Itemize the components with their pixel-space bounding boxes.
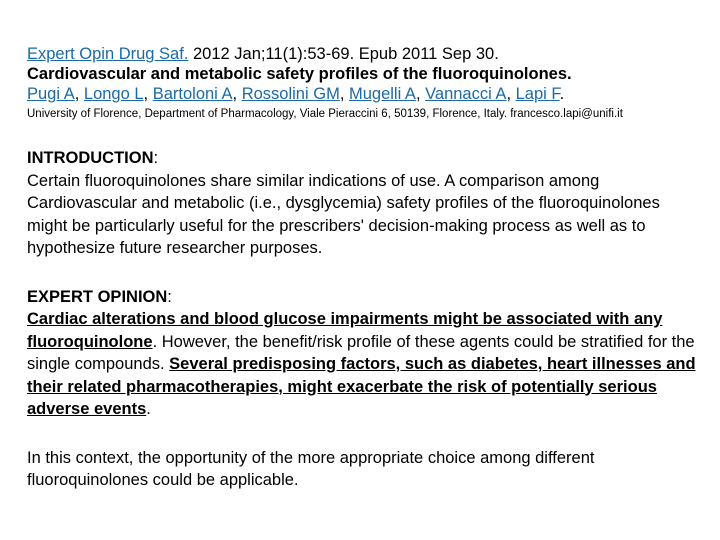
expert-opinion-body: . However, the benefit/risk profile of these agents could be stratified for the single compounds. bbox=[27, 332, 695, 373]
introduction-heading-label: INTRODUCTION bbox=[27, 149, 154, 167]
author-separator: , bbox=[339, 85, 349, 103]
abstract-document bbox=[27, 44, 697, 492]
author-separator: , bbox=[74, 85, 84, 103]
author-separator: , bbox=[143, 85, 153, 103]
author-separator: , bbox=[506, 85, 516, 103]
introduction-text: Certain fluoroquinolones share similar indications of use. A comparison among Cardiovascular and metabolic (i.e., dysglycemia) safety profiles of the fluoroquinolones might be particularly useful for the prescribers' decision-making process as well as to hypothesize future researcher purposes. bbox=[27, 171, 660, 257]
author-link[interactable]: Longo L bbox=[83, 85, 144, 103]
author-link[interactable]: Mugelli A bbox=[348, 85, 416, 103]
article-title: Cardiovascular and metabolic safety profiles of the fluoroquinolones bbox=[27, 65, 568, 83]
introduction-heading-colon: : bbox=[153, 149, 159, 167]
citation-details: 2012 Jan;11(1):53-69. Epub 2011 Sep 30. bbox=[188, 45, 499, 63]
author-link[interactable]: Vannacci A bbox=[425, 85, 507, 103]
title-period: . bbox=[567, 65, 572, 83]
expert-opinion-section bbox=[27, 286, 697, 421]
expert-opinion-heading-colon: : bbox=[167, 287, 172, 306]
affiliation: University of Florence, Department of Pharmacology, Viale Pieraccini 6, 50139, Florence, Italy. francesco.lapi@unifi.it bbox=[27, 108, 623, 120]
author-link[interactable]: Rossolini GM bbox=[241, 85, 340, 103]
journal-link[interactable]: Expert Opin Drug Saf. bbox=[27, 45, 189, 63]
introduction-section bbox=[27, 147, 697, 260]
article-title-line bbox=[27, 64, 697, 84]
expert-opinion-heading-label: EXPERT OPINION bbox=[27, 287, 168, 306]
author-list bbox=[27, 84, 697, 104]
highlighted-risk-factors: Several predisposing factors, such as diabetes, heart illnesses and their related pharmacotherapies, might exacerbate the risk of potentially serious adverse events bbox=[27, 355, 696, 418]
highlighted-finding: Cardiac alterations and blood glucose impairments might be associated with any fluoroquinolone bbox=[27, 310, 663, 351]
author-separator: , bbox=[415, 85, 426, 103]
authors-period: . bbox=[559, 85, 565, 103]
citation-line bbox=[27, 44, 697, 64]
conclusion-text: In this context, the opportunity of the more appropriate choice among different fluoroquinolones could be applicable. bbox=[27, 448, 595, 489]
conclusion-section bbox=[27, 447, 697, 492]
expert-opinion-heading bbox=[27, 286, 697, 309]
expert-opinion-period: . bbox=[146, 400, 151, 418]
introduction-heading bbox=[27, 147, 697, 170]
author-link[interactable]: Pugi A bbox=[27, 85, 75, 103]
expert-opinion-text bbox=[27, 308, 697, 421]
author-link[interactable]: Bartoloni A bbox=[152, 85, 233, 103]
author-separator: , bbox=[232, 85, 242, 103]
author-link[interactable]: Lapi F bbox=[515, 85, 560, 103]
